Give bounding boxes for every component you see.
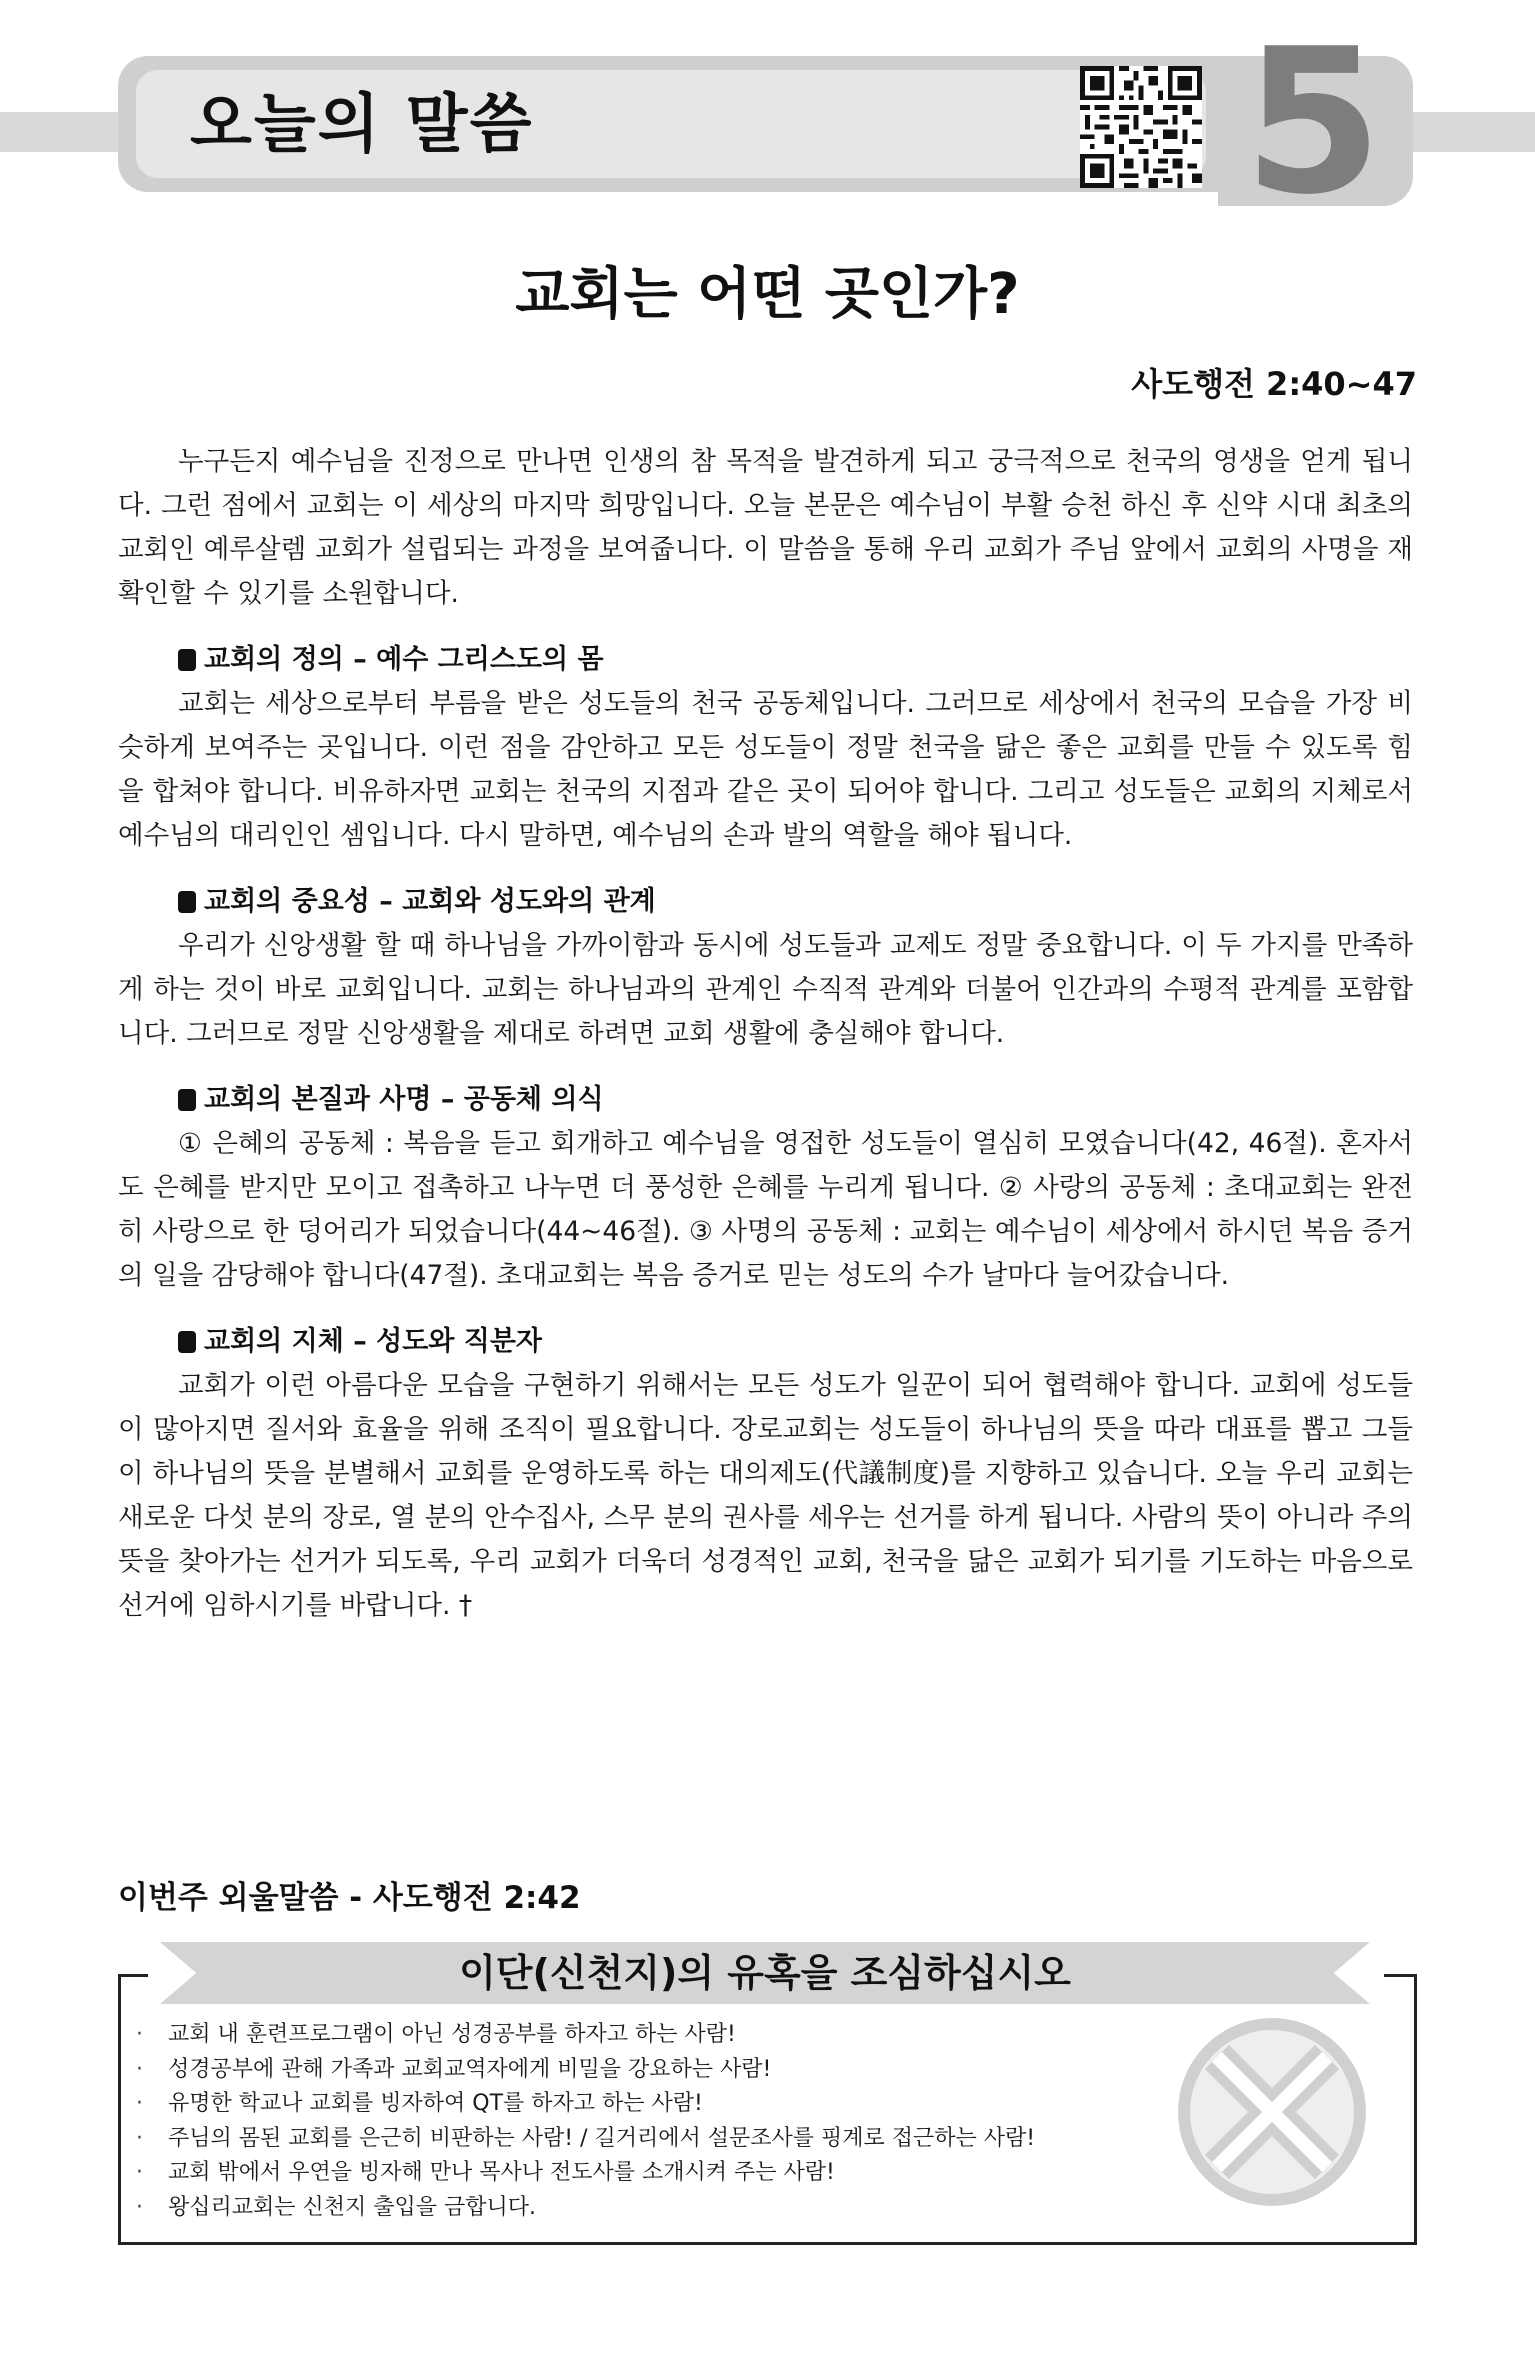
section-paragraph: 우리가 신앙생활 할 때 하나님을 가까이함과 동시에 성도들과 교제도 정말 중요합니다. 이 두 가지를 만족하게 하는 것이 바로 교회입니다. 교회는 하나님과의 관계인 수직적 관계와 더불어 인간과의 수평적 관계를 포함합니다. 그러므로 정말 신앙생활을 제대로 하려면 교회 생활에 충실해야 합니다. [118,930,1413,1049]
warning-title: 이단(신천지)의 유혹을 조심하십시오 [459,1951,1071,1995]
warning-box-top-left-line [118,1974,148,1977]
list-item: · 성경공부에 관해 가족과 교회교역자에게 비밀을 강요하는 사람! [136,2053,1136,2088]
issue-number: 5 [1243,6,1383,239]
section-heading-text: 교회의 정의 – 예수 그리스도의 몸 [204,644,604,675]
section-paragraph: ① 은혜의 공동체 : 복음을 듣고 회개하고 예수님을 영접한 성도들이 열심히 모였습니다(42, 46절). 혼자서도 은혜를 받지만 모이고 접촉하고 나누면 더 풍성한 은혜를 누리게 됩니다. ② 사랑의 공동체 : 초대교회는 완전히 사랑으로 한 덩어리가 되었습니다(44~46절). ③ 사명의 공동체 : 교회는 예수님이 세상에서 하시던 복음 증거의 일을 감당해야 합니다(47절). 초대교회는 복음 증거로 믿는 성도의 수가 날마다 늘어갔습니다. [118,1128,1413,1291]
prohibition-x-icon [1172,2012,1372,2212]
list-item: · 왕십리교회는 신천지 출입을 금합니다. [136,2191,1136,2226]
intro-paragraph: 누구든지 예수님을 진정으로 만나면 인생의 참 목적을 발견하게 되고 궁극적으로 천국의 영생을 얻게 됩니다. 그런 점에서 교회는 이 세상의 마지막 희망입니다. 오늘 본문은 예수님이 부활 승천 하신 후 신약 시대 최초의 교회인 예루살렘 교회가 설립되는 과정을 보여줍니다. 이 말씀을 통해 우리 교회가 주님 앞에서 교회의 사명을 재확인할 수 있기를 소원합니다. [118,446,1413,609]
sermon-body [118,440,1413,1628]
section-paragraph: 교회가 이런 아름다운 모습을 구현하기 위해서는 모든 성도가 일꾼이 되어 협력해야 합니다. 교회에 성도들이 많아지면 질서와 효율을 위해 조직이 필요합니다. 장로교회는 성도들이 하나님의 뜻을 따라 대표를 뽑고 그들이 하나님의 뜻을 분별해서 교회를 운영하도록 하는 대의제도(代議制度)를 지향하고 있습니다. 오늘 우리 교회는 새로운 다섯 분의 장로, 열 분의 안수집사, 스무 분의 권사를 세우는 선거를 하게 됩니다. 사람의 뜻이 아니라 주의 뜻을 찾아가는 선거가 되도록, 우리 교회가 더욱더 성경적인 교회, 천국을 닮은 교회가 되기를 기도하는 마음으로 선거에 임하시기를 바랍니다. † [118,1370,1413,1621]
section-heading-text: 교회의 본질과 사명 – 공동체 의식 [204,1084,604,1115]
bullet-icon [178,1089,196,1111]
bullet-icon [178,891,196,913]
list-item: · 유명한 학교나 교회를 빙자하여 QT를 하자고 하는 사람! [136,2087,1136,2122]
list-item: · 교회 내 훈련프로그램이 아닌 성경공부를 하자고 하는 사람! [136,2018,1136,2053]
memory-verse: 이번주 외울말씀 - 사도행전 2:42 [118,1880,581,1916]
list-item: · 교회 밖에서 우연을 빙자해 만나 목사나 전도사를 소개시켜 주는 사람! [136,2156,1136,2191]
sermon-title: 교회는 어떤 곳인가? [515,262,1020,327]
header-title: 오늘의 말씀 [190,88,534,162]
scripture-reference: 사도행전 2:40~47 [1131,365,1417,403]
list-item: · 주님의 몸된 교회를 은근히 비판하는 사람! / 길거리에서 설문조사를 핑계로 접근하는 사람! [136,2122,1136,2157]
section-heading-text: 교회의 지체 – 성도와 직분자 [204,1326,543,1357]
bullet-icon [178,1331,196,1353]
warning-list [136,2018,1136,2225]
section-paragraph: 교회는 세상으로부터 부름을 받은 성도들의 천국 공동체입니다. 그러므로 세상에서 천국의 모습을 가장 비슷하게 보여주는 곳입니다. 이런 점을 감안하고 모든 성도들이 정말 천국을 닮은 좋은 교회를 만들 수 있도록 힘을 합쳐야 합니다. 비유하자면 교회는 천국의 지점과 같은 곳이 되어야 합니다. 그리고 성도들은 교회의 지체로서 예수님의 대리인인 셈입니다. 다시 말하면, 예수님의 손과 발의 역할을 해야 됩니다. [118,688,1413,851]
bullet-icon [178,649,196,671]
qr-code-icon[interactable] [1080,66,1202,188]
warning-box-top-right-line [1384,1974,1414,1977]
section-heading-text: 교회의 중요성 – 교회와 성도와의 관계 [204,886,656,917]
